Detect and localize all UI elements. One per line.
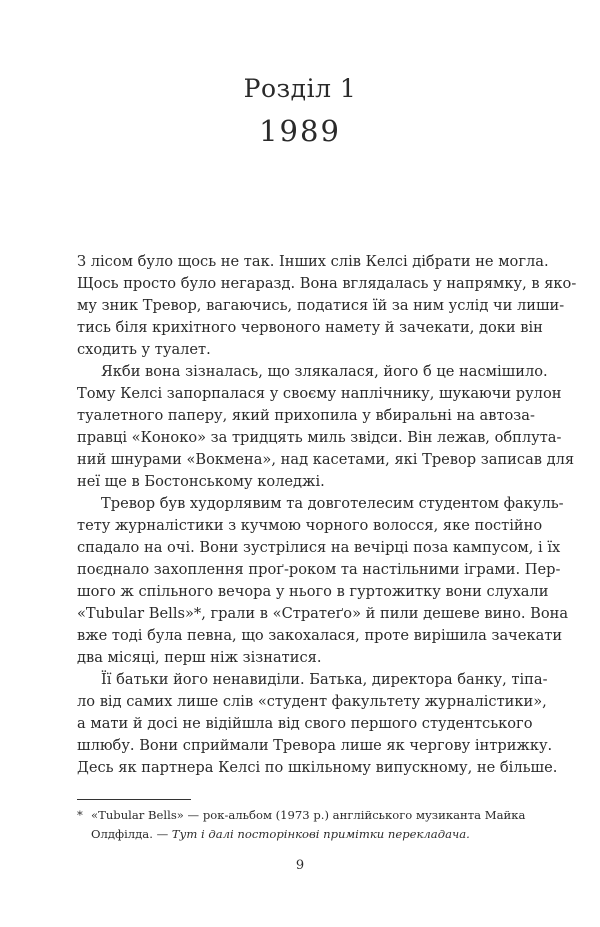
text-line: Якби вона зізналась, що злякалася, його б це насмішило. <box>101 363 548 380</box>
text-line: шлюбу. Вони сприймали Тревора лише як чергову інтрижку. <box>77 737 553 754</box>
text-line: тету журналістики з кучмою чорного волосся, яке постійно <box>77 517 543 534</box>
footnote <box>77 806 525 844</box>
text-line: ний шнурами «Вокмена», над касетами, які Тревор записав для <box>77 451 575 468</box>
text-line: поєднало захоплення проґ-роком та настільними іграми. Пер- <box>77 561 561 578</box>
footnote-text: «Tubular Bells» — рок-альбом (1973 р.) англійського музиканта Майка <box>91 808 526 822</box>
text-line: З лісом було щось не так. Інших слів Келсі дібрати не могла. <box>77 253 549 270</box>
text-line: «Tubular Bells»*, грали в «Стратеґо» й пили дешеве вино. Вона <box>77 605 569 622</box>
text-line: вже тоді була певна, що закохалася, проте вирішила зачекати <box>77 627 563 644</box>
paragraph <box>77 251 577 361</box>
text-line: тись біля крихітного червоного намету й зачекати, доки він <box>77 319 543 336</box>
chapter-title: Розділ 1 <box>243 74 357 103</box>
text-line: два місяці, перш ніж зізнатися. <box>77 649 322 666</box>
text-line: Десь як партнера Келсі по шкільному випускному, не більше. <box>77 759 558 776</box>
footnote-divider <box>77 799 191 800</box>
paragraph <box>77 361 575 493</box>
paragraph <box>77 493 569 669</box>
text-line: ло від самих лише слів «студент факультету журналістики», <box>77 693 547 710</box>
text-line: Тревор був худорлявим та довготелесим студентом факуль- <box>101 495 564 512</box>
footnote-text: Олдфілда. — <box>91 827 172 841</box>
body-text <box>77 251 577 779</box>
page-number: 9 <box>295 858 305 873</box>
text-line: Щось просто було негаразд. Вона вглядалась у напрямку, в яко- <box>77 275 577 292</box>
text-line: шого ж спільного вечора у нього в гуртожитку вони слухали <box>77 583 549 600</box>
text-line: сходить у туалет. <box>77 341 211 358</box>
text-line: неї ще в Бостонському коледжі. <box>77 473 325 490</box>
footnote-marker: * <box>77 808 83 822</box>
text-line: правці «Коноко» за тридцять миль звідси. Він лежав, обплута- <box>77 429 562 446</box>
text-line: Тому Келсі запорпалася у своєму наплічнику, шукаючи рулон <box>77 385 562 402</box>
text-line: спадало на очі. Вони зустрілися на вечірці поза кампусом, і їх <box>77 539 561 556</box>
chapter-year: 1989 <box>259 114 341 148</box>
text-line: туалетного паперу, який прихопила у вбиральні на автоза- <box>77 407 535 424</box>
footnote-line-2 <box>77 825 525 844</box>
text-line: Її батьки його ненавиділи. Батька, директора банку, тіпа- <box>101 671 548 688</box>
footnote-translator-note: Тут і далі посторінкові примітки перекладача. <box>171 827 470 841</box>
paragraph <box>77 669 558 779</box>
footnote-line-1 <box>77 806 525 825</box>
text-line: а мати й досі не відійшла від свого першого студентського <box>77 715 533 732</box>
text-line: му зник Тревор, вагаючись, податися їй за ним услід чи лиши- <box>77 297 565 314</box>
